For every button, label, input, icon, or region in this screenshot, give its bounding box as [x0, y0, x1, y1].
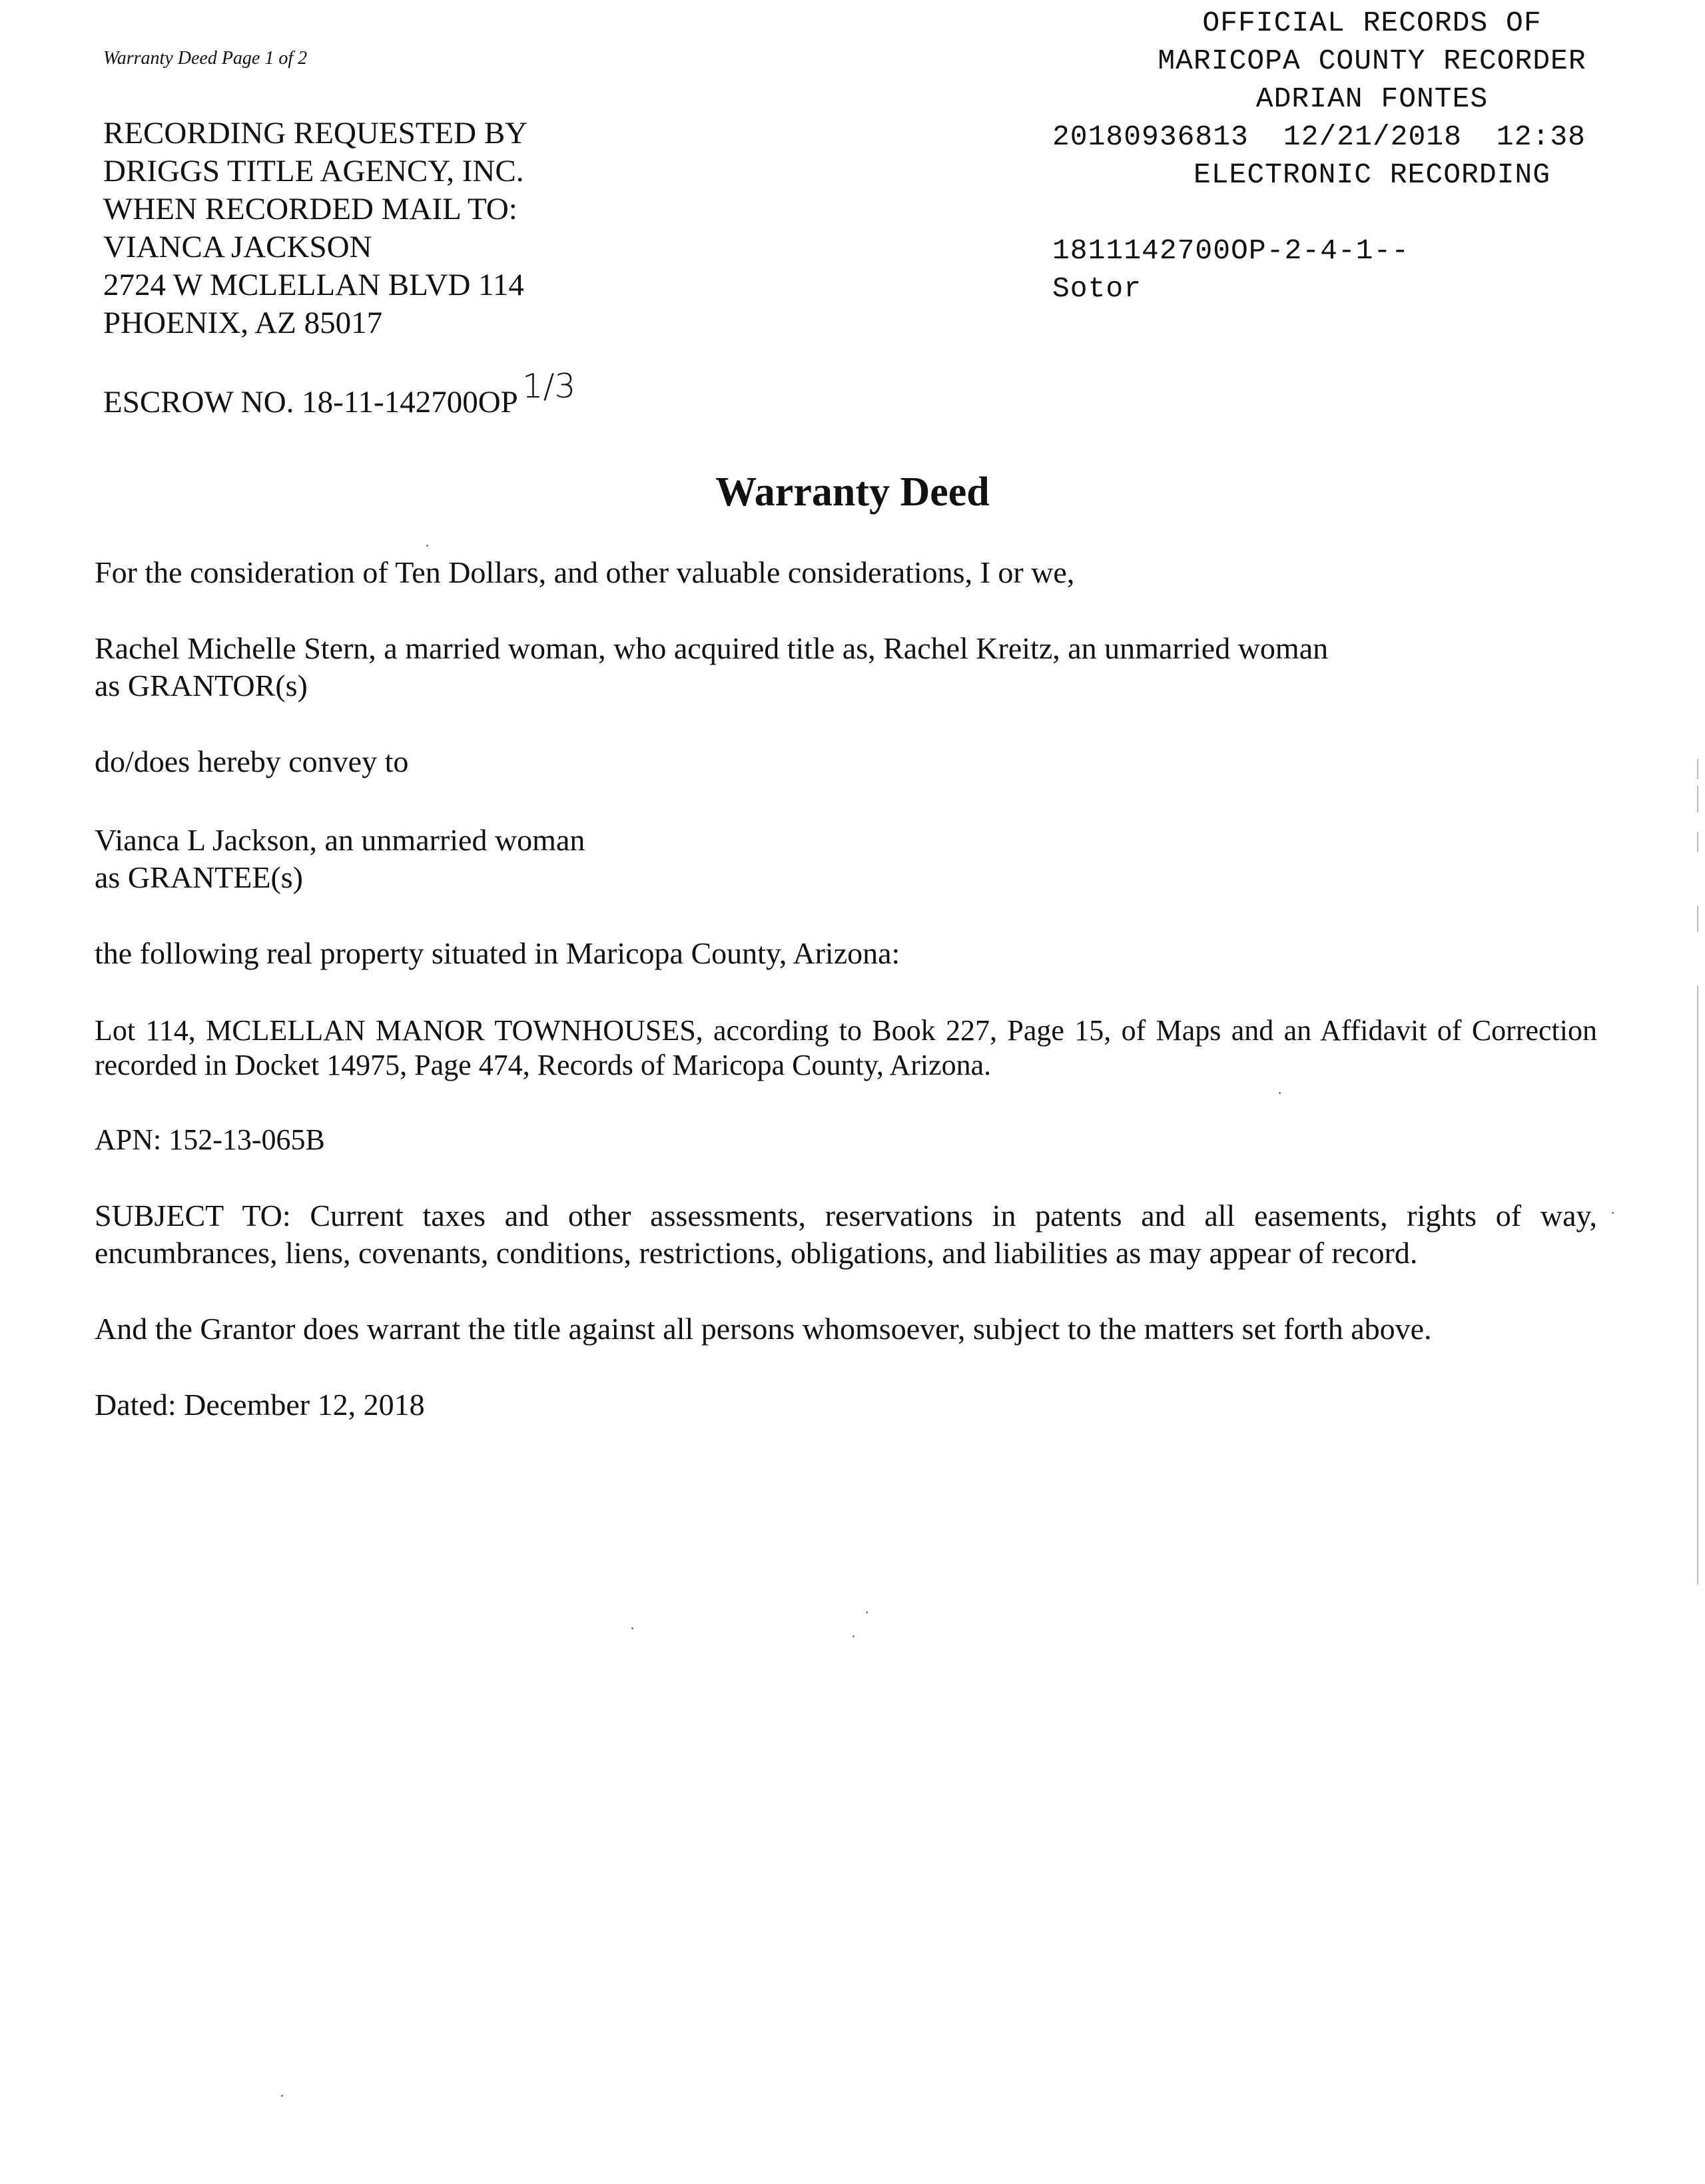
consideration-clause: For the consideration of Ten Dollars, and other valuable considerations, I or we, — [95, 555, 1075, 589]
subject-to-clause: SUBJECT TO: Current taxes and other assessments, reservations in patents and all easements, rights of way, encumbrances, liens, covenants, conditions, restrictions, obligations, and liabilities as may appear of record. — [95, 1199, 1597, 1270]
escrow-handwritten-note: 1/3 — [521, 367, 576, 406]
legal-description: Lot 114, MCLELLAN MANOR TOWNHOUSES, according to Book 227, Page 15, of Maps and an Affidavit of Correction recorded in Docket 14975, Page 474, Records of Maricopa County, Arizona. — [95, 1014, 1597, 1081]
scan-edge-mark — [1697, 832, 1698, 852]
document-title: Warranty Deed — [715, 469, 990, 515]
escrow-number — [103, 367, 576, 421]
recipient-street: 2724 W MCLELLAN BLVD 114 — [103, 268, 524, 302]
recording-time: 12:38 — [1496, 121, 1586, 153]
recorder-line-official: OFFICIAL RECORDS OF — [1202, 7, 1542, 39]
recording-date: 12/21/2018 — [1283, 121, 1462, 153]
recorder-reference: 1811142700OP-2-4-1-- — [1052, 234, 1410, 267]
scan-speck — [1612, 1212, 1614, 1214]
scan-speck — [852, 1635, 854, 1637]
scan-speck — [866, 1611, 868, 1613]
grantee-label: as GRANTEE(s) — [95, 860, 303, 894]
scan-edge-mark — [1697, 786, 1698, 812]
escrow-text: ESCROW NO. 18-11-142700OP — [103, 385, 518, 419]
scan-speck — [1279, 1092, 1281, 1094]
recipient-city: PHOENIX, AZ 85017 — [103, 306, 383, 340]
property-intro: the following real property situated in Maricopa County, Arizona: — [95, 936, 900, 970]
recording-requested-line: RECORDING REQUESTED BY — [103, 116, 528, 150]
dated-line: Dated: December 12, 2018 — [95, 1388, 425, 1422]
convey-clause: do/does hereby convey to — [95, 744, 409, 778]
grantor-name: Rachel Michelle Stern, a married woman, who acquired title as, Rachel Kreitz, an unmarried woman — [95, 631, 1329, 665]
warranty-clause: And the Grantor does warrant the title against all persons whomsoever, subject to the matters set forth above. — [95, 1312, 1432, 1346]
recording-number: 20180936813 — [1052, 121, 1249, 153]
recorder-line-electronic: ELECTRONIC RECORDING — [1193, 158, 1551, 191]
grantee-name: Vianca L Jackson, an unmarried woman — [95, 823, 585, 857]
apn: APN: 152-13-065B — [95, 1123, 325, 1156]
recorder-stamp — [1052, 4, 1692, 308]
scan-edge-mark — [1697, 985, 1698, 1585]
recorder-record-line — [1052, 118, 1692, 156]
deed-body — [95, 554, 1597, 1424]
recorder-line-name: ADRIAN FONTES — [1255, 83, 1489, 115]
scan-edge-mark — [1697, 906, 1698, 932]
recipient-name: VIANCA JACKSON — [103, 230, 372, 264]
mail-to-line: WHEN RECORDED MAIL TO: — [103, 192, 517, 226]
scan-speck — [426, 545, 428, 547]
scan-speck — [281, 2095, 283, 2097]
grantor-label: as GRANTOR(s) — [95, 669, 308, 702]
scan-speck — [631, 1627, 633, 1629]
recorder-line-county: MARICOPA COUNTY RECORDER — [1158, 45, 1586, 77]
recording-request-block — [103, 115, 527, 342]
scan-edge-mark — [1697, 759, 1698, 779]
page-label: Warranty Deed Page 1 of 2 — [103, 48, 308, 69]
title-agency-line: DRIGGS TITLE AGENCY, INC. — [103, 154, 524, 188]
recorder-clerk: Sotor — [1052, 272, 1142, 305]
